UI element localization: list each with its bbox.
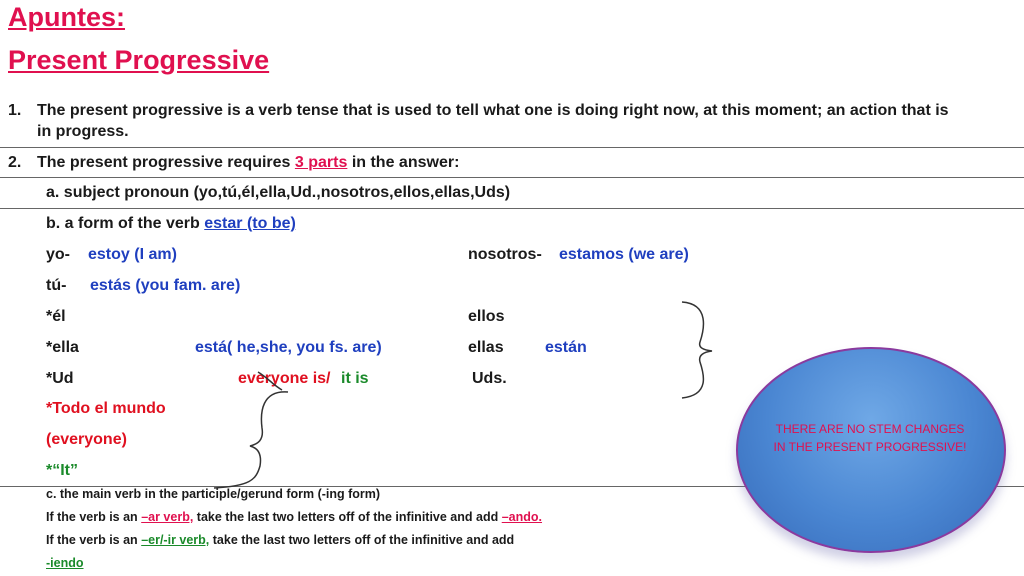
conj-nosotros: nosotros- (468, 246, 542, 263)
conj-nosotros-form: estamos (we are) (559, 246, 689, 263)
item1-line1: The present progressive is a verb tense that is used to tell what one is doing right now, at this moment; an action that is (37, 102, 949, 119)
er-pre: If the verb is an (46, 533, 138, 547)
left-brace-upper-icon (258, 372, 282, 390)
part-c: c. the main verb in the participle/gerund form (-ing form) (46, 487, 381, 501)
conj-ella-form: está( he,she, you fs. are) (195, 339, 382, 356)
conj-it: *“It” (46, 462, 78, 479)
conj-ud: *Ud (46, 370, 74, 387)
conj-yo-form: estoy (I am) (88, 246, 177, 263)
ar-ending: –ando. (501, 510, 543, 524)
iendo-text: -iendo (46, 556, 84, 570)
ar-pre: If the verb is an (46, 510, 138, 524)
item1-line2: in progress. (37, 123, 129, 140)
page-subtitle: Present Progressive (8, 45, 270, 75)
conj-uds: Uds. (472, 370, 507, 387)
ar-verb: –ar verb, (141, 510, 194, 524)
page-title: Apuntes: (8, 2, 125, 32)
conj-tu: tú- (46, 277, 67, 294)
conj-everyone-is: everyone is/ (238, 370, 331, 387)
conj-todo: *Todo el mundo (46, 400, 166, 417)
conj-everyone: (everyone) (46, 431, 127, 448)
item1-number: 1. (8, 102, 22, 119)
conj-it-is: it is (341, 370, 369, 387)
right-brace-icon (682, 302, 712, 398)
conj-ellas-form: están (545, 339, 587, 356)
part-a: a. subject pronoun (yo,tú,él,ella,Ud.,nosotros,ellos,ellas,Uds) (46, 184, 511, 201)
er-verb: –er/-ir verb, (141, 533, 210, 547)
left-brace-icon (214, 392, 288, 488)
item2-label: The present progressive requires (37, 154, 291, 171)
item2-number: 2. (8, 154, 22, 171)
conj-ella: *ella (46, 339, 79, 356)
conj-el: *él (46, 308, 66, 325)
conj-tu-form: estás (you fam. are) (90, 277, 241, 294)
part-b-label: b. a form of the verb (46, 215, 200, 232)
conj-ellos: ellos (468, 308, 505, 325)
item2-tail: in the answer: (351, 154, 460, 171)
ar-mid: take the last two letters off of the infinitive and add (196, 510, 499, 524)
er-mid: take the last two letters off of the infinitive and add (212, 533, 515, 547)
conj-ellas: ellas (468, 339, 504, 356)
callout-text: THERE ARE NO STEM CHANGES IN THE PRESENT PROGRESSIVE! (773, 422, 967, 454)
part-b-highlight: estar (to be) (204, 215, 296, 232)
conj-yo: yo- (46, 246, 70, 263)
item2-highlight: 3 parts (294, 154, 348, 171)
